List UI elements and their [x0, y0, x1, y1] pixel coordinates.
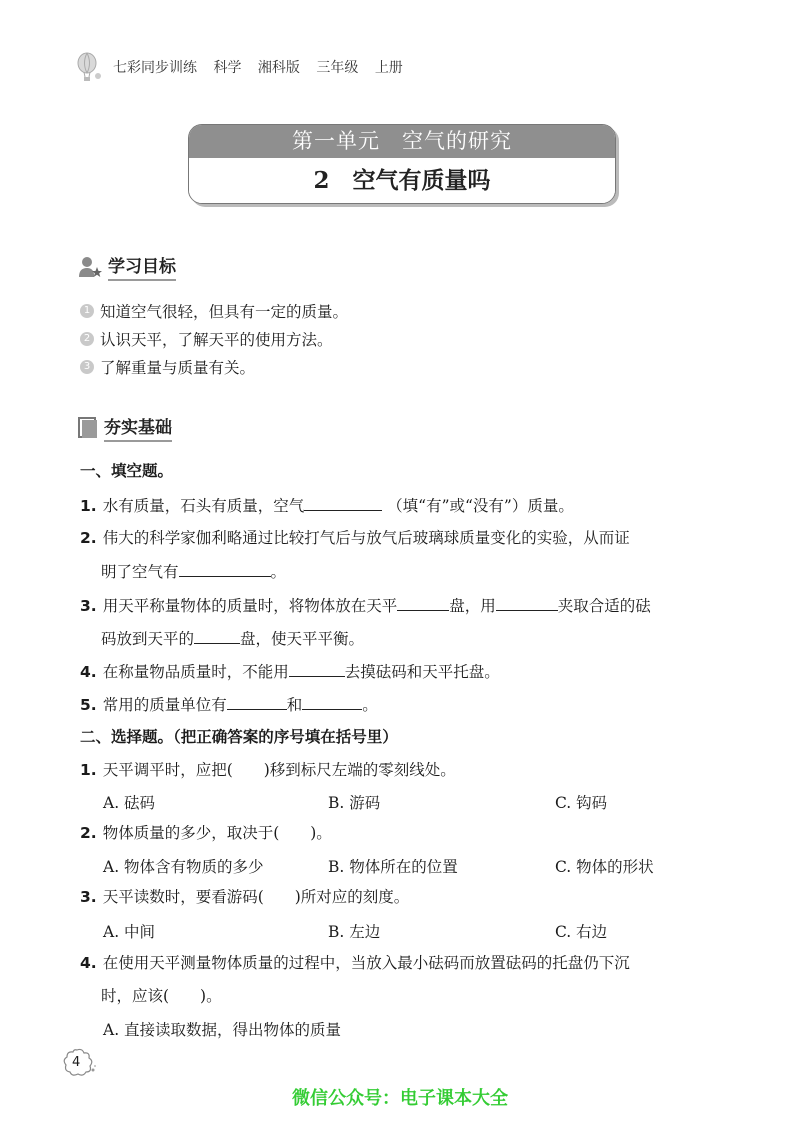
fill-question-3-cont: [101, 628, 364, 649]
balloon-icon: [75, 52, 103, 82]
choice-option[interactable]: C. 右边: [555, 923, 608, 941]
question-text: 码放到天平的: [101, 630, 195, 648]
question-number: 5.: [80, 696, 97, 714]
choice-heading: 二、选择题。（把正确答案的序号填在括号里）: [80, 728, 398, 746]
lesson-title: 2 空气有质量吗: [189, 158, 615, 203]
question-text: 在使用天平测量物体质量的过程中，当放入最小砝码而放置砝码的托盘仍下沉: [102, 954, 630, 972]
goals-section-title: [78, 252, 176, 281]
series-name: 七彩同步训练: [113, 60, 197, 76]
answer-blank[interactable]: [304, 495, 382, 511]
question-text: 物体质量的多少，取决于( )。: [102, 824, 332, 842]
page-number: 4: [72, 1055, 81, 1070]
student-star-icon: [78, 256, 102, 278]
goal-text: 知道空气很轻，但具有一定的质量。: [100, 303, 349, 321]
choice-option[interactable]: C. 钩码: [555, 794, 608, 812]
question-text: 在称量物品质量时，不能用: [102, 663, 289, 681]
question-text: 用天平称量物体的质量时，将物体放在天平: [102, 597, 398, 615]
answer-blank[interactable]: [227, 694, 287, 710]
goal-item: [80, 356, 255, 378]
fill-heading: 一、填空题。: [80, 462, 174, 480]
choice-question-3: [80, 887, 409, 907]
goal-number: 3: [80, 360, 94, 374]
choice-option[interactable]: C. 物体的形状: [555, 858, 654, 876]
fill-question-3: [80, 595, 651, 616]
page-number-badge: [62, 1048, 92, 1078]
answer-blank[interactable]: [179, 561, 271, 577]
unit-title: 第一单元 空气的研究: [189, 125, 615, 158]
question-text: （填“有”或“没有”）质量。: [387, 497, 574, 515]
subject: 科学: [213, 60, 242, 76]
header-text: [113, 57, 415, 77]
question-text: 明了空气有: [101, 563, 179, 581]
goal-item: [80, 328, 333, 350]
choice-option[interactable]: A. 物体含有物质的多少: [103, 858, 264, 876]
question-text: 。: [270, 563, 287, 581]
fill-question-2: [80, 528, 630, 548]
answer-blank[interactable]: [397, 595, 449, 611]
fill-question-5: [80, 694, 378, 715]
choice-option[interactable]: A. 砝码: [103, 794, 156, 812]
grade: 三年级: [316, 60, 359, 76]
volume: 上册: [374, 60, 403, 76]
answer-blank[interactable]: [194, 628, 240, 644]
page-header: [75, 52, 415, 82]
question-text: 常用的质量单位有: [102, 696, 227, 714]
question-text: 伟大的科学家伽利略通过比较打气后与放气后玻璃球质量变化的实验，从而证: [102, 529, 630, 547]
choice-option[interactable]: B. 游码: [328, 794, 381, 812]
question-text: 夹取合适的砝: [557, 597, 651, 615]
choice-question-1: [80, 760, 456, 780]
unit-title-box: [188, 124, 616, 204]
question-number: 2.: [80, 529, 97, 547]
question-text: 。: [362, 696, 378, 714]
choice-option[interactable]: B. 物体所在的位置: [328, 858, 458, 876]
fill-question-1: [80, 495, 574, 516]
choice-option[interactable]: B. 左边: [328, 923, 381, 941]
notebook-icon: [78, 417, 98, 439]
goal-text: 认识天平，了解天平的使用方法。: [100, 331, 333, 349]
choice-question-2: [80, 823, 332, 843]
question-text: 天平读数时，要看游码( )所对应的刻度。: [102, 888, 410, 906]
fill-question-4: [80, 661, 500, 682]
fill-question-2-cont: [101, 561, 286, 582]
answer-blank[interactable]: [496, 595, 558, 611]
basics-title: 夯实基础: [104, 413, 172, 442]
question-number: 4.: [80, 663, 97, 681]
goal-item: [80, 300, 348, 322]
choice-question-4-cont: 时，应该( )。: [101, 987, 222, 1005]
choice-option[interactable]: A. 中间: [103, 923, 156, 941]
choice-question-4: [80, 953, 630, 973]
question-text: 水有质量，石头有质量，空气: [102, 497, 305, 515]
watermark-text: 微信公众号：电子课本大全: [292, 1088, 508, 1109]
basics-section-title: [78, 413, 172, 442]
answer-blank[interactable]: [302, 694, 362, 710]
question-text: 去摸砝码和天平托盘。: [344, 663, 500, 681]
question-text: 和: [286, 696, 303, 714]
edition: 湘科版: [257, 60, 300, 76]
question-number: 1.: [80, 497, 97, 515]
goal-number: 1: [80, 304, 94, 318]
question-text: 盘，用: [449, 597, 496, 615]
goal-number: 2: [80, 332, 94, 346]
question-number: 3.: [80, 597, 97, 615]
goals-title: 学习目标: [108, 252, 176, 281]
question-text: 盘，使天平平衡。: [240, 630, 365, 648]
question-number: 4.: [80, 954, 97, 972]
question-number: 1.: [80, 761, 97, 779]
question-number: 2.: [80, 824, 97, 842]
question-text: 天平调平时，应把( )移到标尺左端的零刻线处。: [102, 761, 456, 779]
answer-blank[interactable]: [289, 661, 345, 677]
goal-text: 了解重量与质量有关。: [100, 359, 256, 377]
choice-option[interactable]: A. 直接读取数据，得出物体的质量: [103, 1021, 342, 1039]
question-number: 3.: [80, 888, 97, 906]
